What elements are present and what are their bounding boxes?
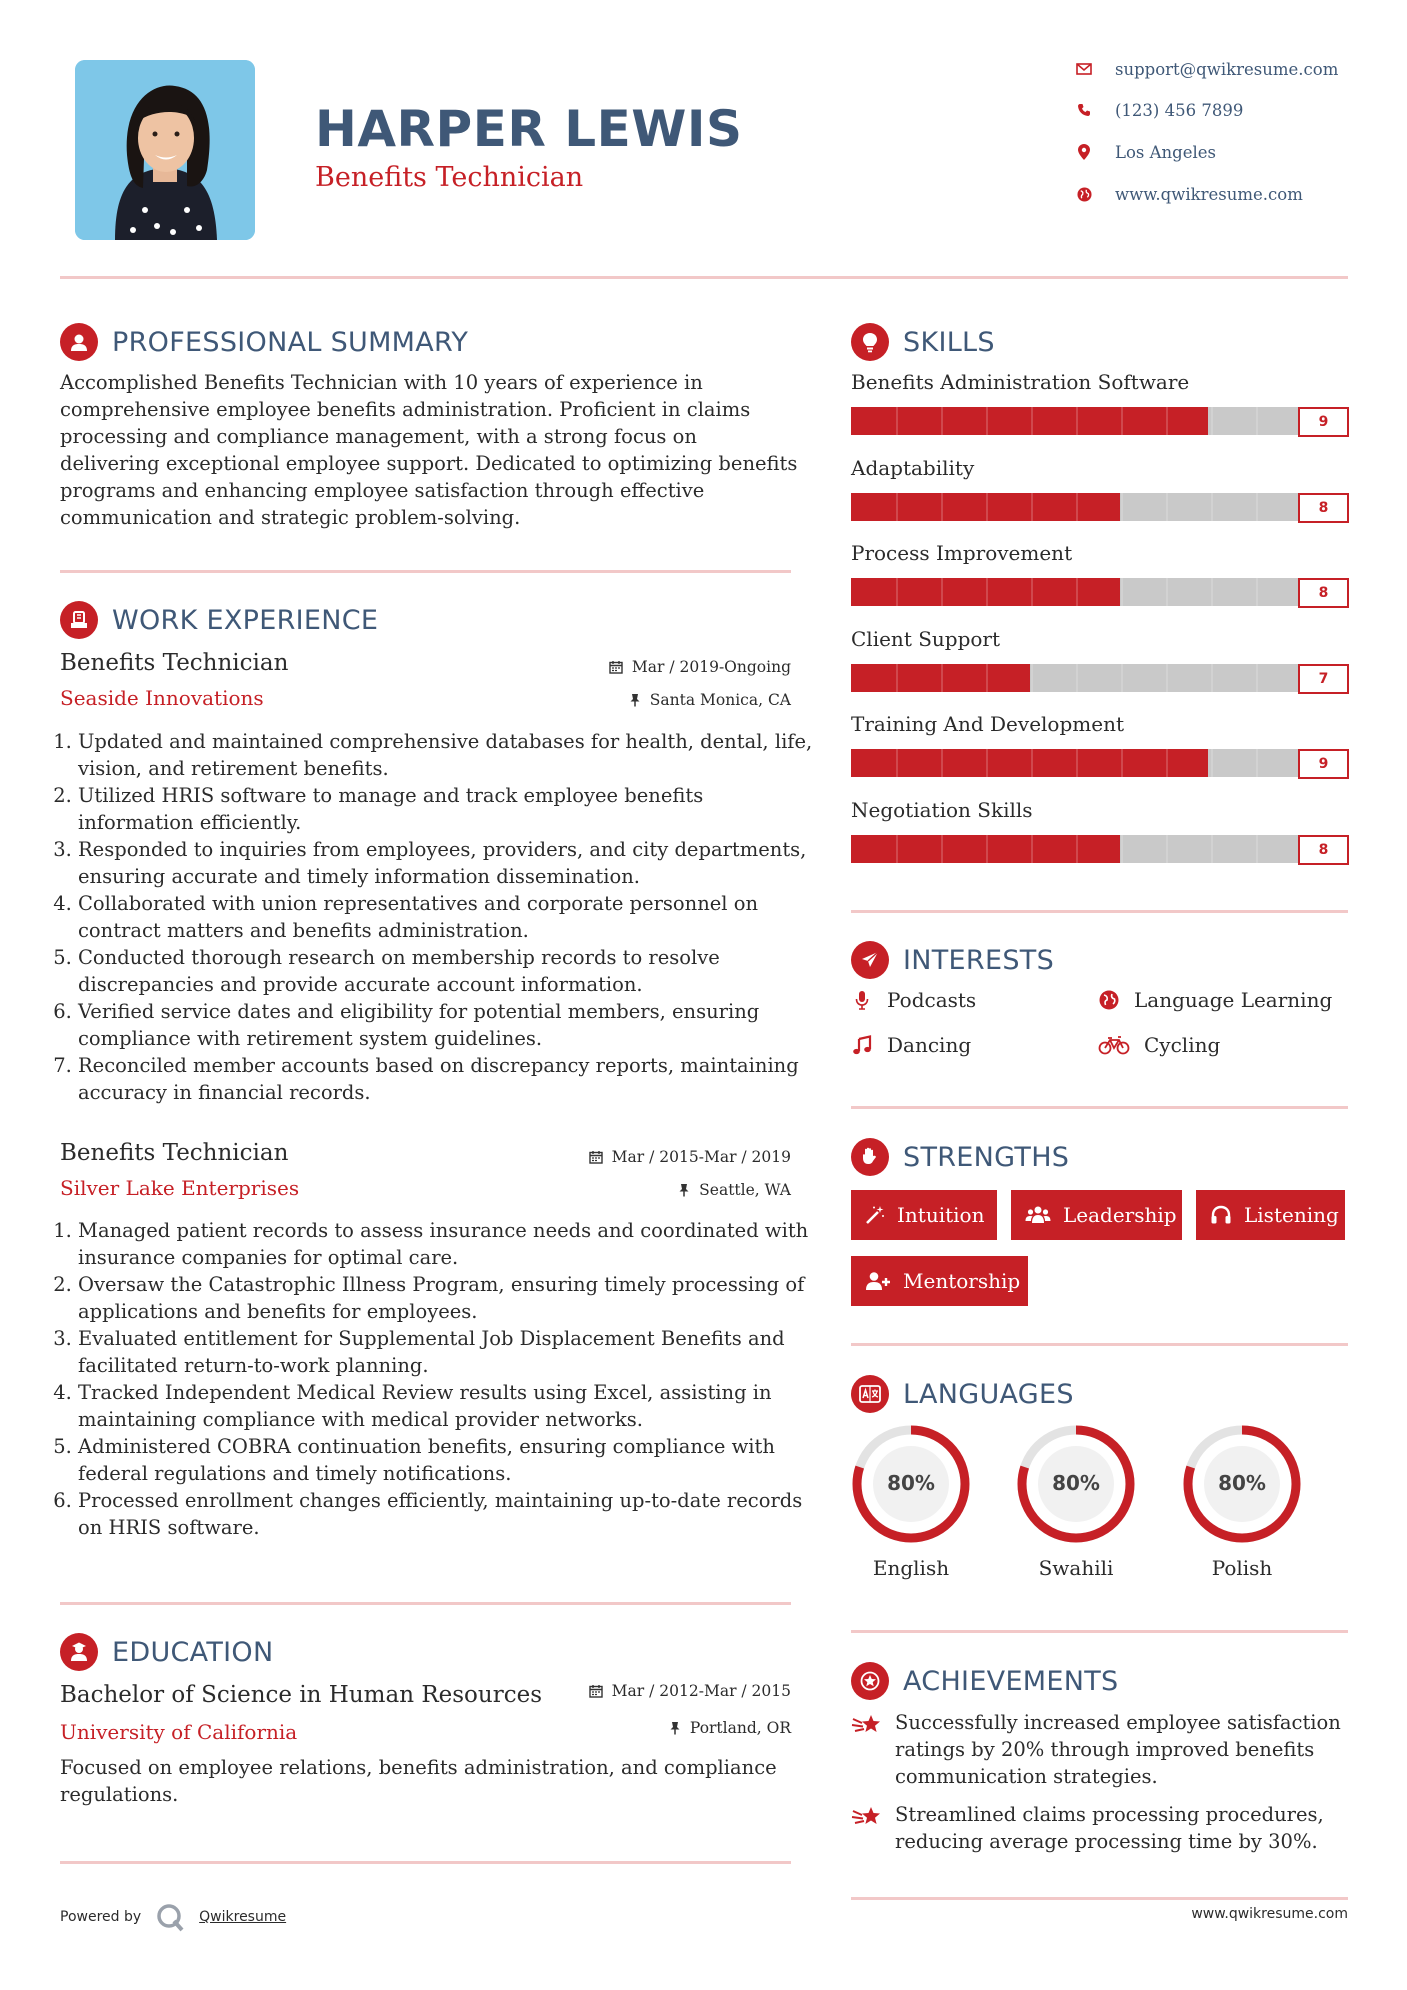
profile-photo <box>75 60 255 240</box>
job-2-bullets <box>60 1217 818 1541</box>
skills-heading: SKILLS <box>851 322 995 362</box>
skill-bar-fill <box>851 407 1208 435</box>
skill-bar-segment <box>1031 749 1033 777</box>
user-icon <box>60 323 98 361</box>
job-2-location: Seattle, WA <box>678 1181 791 1199</box>
users-icon <box>1025 1205 1051 1225</box>
skill-bar-segment <box>986 749 988 777</box>
job-1-bullet: 7. Reconciled member accounts based on discrepancy reports, maintaining accuracy in financial records. <box>78 1052 818 1106</box>
pushpin-icon <box>629 693 641 707</box>
skill-bar-segment <box>1076 578 1078 606</box>
headphones-icon <box>1210 1205 1232 1225</box>
skill-bar <box>851 664 1298 692</box>
strengths-heading: STRENGTHS <box>851 1137 1069 1177</box>
calendar-icon <box>589 1150 603 1164</box>
candidate-title: Benefits Technician <box>315 162 584 193</box>
language-name: Swahili <box>1038 1556 1114 1580</box>
skill-bar <box>851 407 1298 435</box>
contact-website-text: www.qwikresume.com <box>1115 184 1303 204</box>
skill-name: Process Improvement <box>851 541 1073 565</box>
skill-bar-segment <box>1121 578 1123 606</box>
job-1-bullet: 4. Collaborated with union representatives and corporate personnel on contract matters and benefits administration. <box>78 890 818 944</box>
interest-dancing: Dancing <box>851 1033 971 1057</box>
skill-bar-segment <box>1256 407 1258 435</box>
globe-icon <box>1073 187 1095 202</box>
skill-bar-segment <box>896 664 898 692</box>
skill-bar-segment <box>1211 578 1213 606</box>
contact-phone-text: (123) 456 7899 <box>1115 100 1244 120</box>
job-1-company: Seaside Innovations <box>60 686 264 710</box>
education-divider <box>60 1861 791 1864</box>
skill-bar-segment <box>1211 835 1213 863</box>
contact-phone[interactable] <box>1073 97 1243 123</box>
skill-bar-segment <box>896 749 898 777</box>
skill-bar-segment <box>941 749 943 777</box>
magic-wand-icon <box>865 1205 885 1225</box>
contact-email-text: support@qwikresume.com <box>1115 59 1339 79</box>
strengths-divider <box>851 1343 1348 1346</box>
work-heading: WORK EXPERIENCE <box>60 600 378 640</box>
skill-bar-segment <box>1121 493 1123 521</box>
contact-location <box>1073 139 1216 165</box>
shooting-star-icon <box>851 1709 895 1790</box>
skill-bar-segment <box>1031 664 1033 692</box>
interest-cycling: Cycling <box>1098 1033 1220 1057</box>
job-1-bullet: 6. Verified service dates and eligibility for potential members, ensuring compliance with retirement system guidelines. <box>78 998 818 1052</box>
education-degree: Bachelor of Science in Human Resources <box>60 1682 543 1708</box>
skill-bar-segment <box>1256 493 1258 521</box>
skill-name: Training And Development <box>851 712 1124 736</box>
translate-icon <box>851 1375 889 1413</box>
skill-bar-segment <box>896 407 898 435</box>
header-divider <box>60 276 1348 279</box>
skill-bar-segment <box>986 835 988 863</box>
skill-bar-segment <box>1211 749 1213 777</box>
skill-bar-segment <box>941 835 943 863</box>
job-2-company: Silver Lake Enterprises <box>60 1176 300 1200</box>
skill-name: Negotiation Skills <box>851 797 1033 822</box>
job-2-title: Benefits Technician <box>60 1140 289 1166</box>
skill-bar-segment <box>941 578 943 606</box>
contact-website[interactable] <box>1073 181 1303 207</box>
skill-bar-segment <box>896 578 898 606</box>
skill-level: 8 <box>1298 835 1349 865</box>
job-1-title: Benefits Technician <box>60 650 289 676</box>
skill-bar-segment <box>1031 493 1033 521</box>
phone-icon <box>1073 103 1095 117</box>
summary-heading: PROFESSIONAL SUMMARY <box>60 322 468 362</box>
skill-level: 8 <box>1298 493 1349 523</box>
skill-bar-segment <box>1256 749 1258 777</box>
job-1-bullet: 1. Updated and maintained comprehensive databases for health, dental, life, vision, and retirement benefits. <box>78 728 818 782</box>
paper-plane-icon <box>851 941 889 979</box>
job-2-bullet: 4. Tracked Independent Medical Review results using Excel, assisting in maintaining compliance with medical provider networks. <box>78 1379 818 1433</box>
lightbulb-icon <box>851 323 889 361</box>
job-2-bullet: 1. Managed patient records to assess insurance needs and coordinated with insurance companies for optimal care. <box>78 1217 818 1271</box>
skill-bar-segment <box>1121 664 1123 692</box>
achievement-item: Successfully increased employee satisfaction ratings by 20% through improved benefits communication strategies. <box>851 1709 1351 1790</box>
envelope-icon <box>1073 63 1095 75</box>
skill-bar-segment <box>1166 749 1168 777</box>
education-school: University of California <box>60 1720 298 1744</box>
job-1-dates: Mar / 2019-Ongoing <box>609 658 791 676</box>
language-name: Polish <box>1211 1556 1273 1580</box>
skill-bar-segment <box>1121 749 1123 777</box>
skill-level: 7 <box>1298 664 1349 694</box>
skill-bar-segment <box>1031 407 1033 435</box>
calendar-icon <box>589 1684 603 1698</box>
job-1-bullet: 3. Responded to inquiries from employees, providers, and city departments, ensuring accurate and timely information dissemination. <box>78 836 818 890</box>
job-1-bullet: 5. Conducted thorough research on membership records to resolve discrepancies and provide accurate account information. <box>78 944 818 998</box>
achievements-heading: ACHIEVEMENTS <box>851 1661 1119 1701</box>
microphone-icon <box>851 990 873 1010</box>
star-badge-icon <box>851 1662 889 1700</box>
skill-bar <box>851 835 1298 863</box>
skill-bar-segment <box>1121 835 1123 863</box>
briefcase-icon <box>60 601 98 639</box>
skill-bar-segment <box>896 835 898 863</box>
education-heading: EDUCATION <box>60 1632 273 1672</box>
footer-powered-by: Powered by Qwikresume <box>60 1902 286 1932</box>
language-percent: 80% <box>1218 1471 1266 1495</box>
skill-bar-segment <box>1076 664 1078 692</box>
globe-icon <box>1098 990 1120 1010</box>
job-2-bullet: 3. Evaluated entitlement for Supplemental Job Displacement Benefits and facilitated return-to-work planning. <box>78 1325 818 1379</box>
interest-language-learning: Language Learning <box>1098 988 1332 1012</box>
languages-heading: LANGUAGES <box>851 1374 1074 1414</box>
music-note-icon <box>851 1035 873 1055</box>
shooting-star-icon <box>851 1801 895 1855</box>
summary-divider <box>60 570 791 573</box>
footer-website[interactable]: www.qwikresume.com <box>1191 1906 1348 1922</box>
skill-name: Benefits Administration Software <box>851 370 1190 394</box>
skill-bar-segment <box>1166 835 1168 863</box>
skill-bar-segment <box>896 493 898 521</box>
strength-tag-intuition: Intuition <box>851 1190 997 1240</box>
skill-bar-segment <box>1121 407 1123 435</box>
job-2-bullet: 6. Processed enrollment changes efficiently, maintaining up-to-date records on HRIS software. <box>78 1487 818 1541</box>
skill-bar-segment <box>941 407 943 435</box>
summary-text: Accomplished Benefits Technician with 10 years of experience in comprehensive employee benefits administration. Proficient in claims processing and compliance management, with a strong focus on delivering exceptional employee support. Dedicated to optimizing benefits programs and enhancing employee satisfaction through effective communication and strategic problem-solving. <box>60 371 798 529</box>
languages-divider <box>851 1630 1348 1633</box>
achievement-item: Streamlined claims processing procedures, reducing average processing time by 30%. <box>851 1801 1351 1855</box>
skill-bar-segment <box>941 493 943 521</box>
skill-bar-segment <box>1076 835 1078 863</box>
education-dates: Mar / 2012-Mar / 2015 <box>589 1682 791 1700</box>
skill-bar-segment <box>986 664 988 692</box>
user-plus-icon <box>865 1271 891 1291</box>
calendar-icon <box>609 660 623 674</box>
skill-bar-segment <box>941 664 943 692</box>
skills-divider <box>851 910 1348 913</box>
job-2-bullet: 5. Administered COBRA continuation benefits, ensuring compliance with federal regulations and timely notifications. <box>78 1433 818 1487</box>
achievements-divider <box>851 1897 1348 1900</box>
map-pin-icon <box>1073 144 1095 160</box>
job-2-bullet: 2. Oversaw the Catastrophic Illness Program, ensuring timely processing of applications and benefits for employees. <box>78 1271 818 1325</box>
footer-brand-link[interactable]: Qwikresume <box>199 1909 287 1925</box>
interests-heading: INTERESTS <box>851 940 1054 980</box>
skill-bar-segment <box>1166 493 1168 521</box>
skill-name: Adaptability <box>851 455 975 480</box>
skill-level: 8 <box>1298 578 1349 608</box>
skill-bar <box>851 493 1298 521</box>
skill-level: 9 <box>1298 749 1349 779</box>
candidate-name: HARPER LEWIS <box>315 100 743 158</box>
qwikresume-logo-icon <box>155 1902 185 1932</box>
skill-bar-segment <box>986 493 988 521</box>
skill-bar-segment <box>1076 749 1078 777</box>
skill-bar-segment <box>1031 578 1033 606</box>
skill-level: 9 <box>1298 407 1349 437</box>
skill-bar-segment <box>1076 407 1078 435</box>
skill-name: Client Support <box>851 626 1001 651</box>
education-description: Focused on employee relations, benefits administration, and compliance regulations. <box>60 1756 777 1806</box>
contact-email[interactable] <box>1073 56 1338 82</box>
bicycle-icon <box>1098 1035 1130 1055</box>
skill-bar-segment <box>1076 493 1078 521</box>
education-location: Portland, OR <box>669 1719 791 1737</box>
job-1-bullet: 2. Utilized HRIS software to manage and track employee benefits information efficiently. <box>78 782 818 836</box>
work-divider <box>60 1602 791 1605</box>
strength-tag-mentorship: Mentorship <box>851 1256 1028 1306</box>
interests-divider <box>851 1106 1348 1109</box>
skill-bar-segment <box>1256 578 1258 606</box>
skill-bar-segment <box>1211 493 1213 521</box>
skill-bar-segment <box>1166 664 1168 692</box>
skill-bar-segment <box>1256 664 1258 692</box>
language-percent: 80% <box>887 1471 935 1495</box>
skill-bar-segment <box>986 407 988 435</box>
skill-bar-segment <box>1166 407 1168 435</box>
pushpin-icon <box>678 1183 690 1197</box>
interest-podcasts: Podcasts <box>851 988 976 1012</box>
skill-bar-segment <box>1031 835 1033 863</box>
job-1-location: Santa Monica, CA <box>629 691 791 709</box>
pushpin-icon <box>669 1721 681 1735</box>
skill-bar <box>851 749 1298 777</box>
contact-location-text: Los Angeles <box>1115 142 1216 162</box>
fist-icon <box>851 1138 889 1176</box>
language-percent: 80% <box>1052 1471 1100 1495</box>
job-1-bullets <box>60 728 818 1106</box>
skill-bar-segment <box>1211 664 1213 692</box>
strength-tag-listening: Listening <box>1196 1190 1345 1240</box>
skill-bar-segment <box>986 578 988 606</box>
strength-tag-leadership: Leadership <box>1011 1190 1182 1240</box>
skill-bar-segment <box>1256 835 1258 863</box>
skill-bar <box>851 578 1298 606</box>
skill-bar-fill <box>851 749 1208 777</box>
skill-bar-segment <box>1211 407 1213 435</box>
skill-bar-segment <box>1166 578 1168 606</box>
job-2-dates: Mar / 2015-Mar / 2019 <box>589 1148 791 1166</box>
language-name: English <box>872 1556 950 1580</box>
graduation-icon <box>60 1633 98 1671</box>
